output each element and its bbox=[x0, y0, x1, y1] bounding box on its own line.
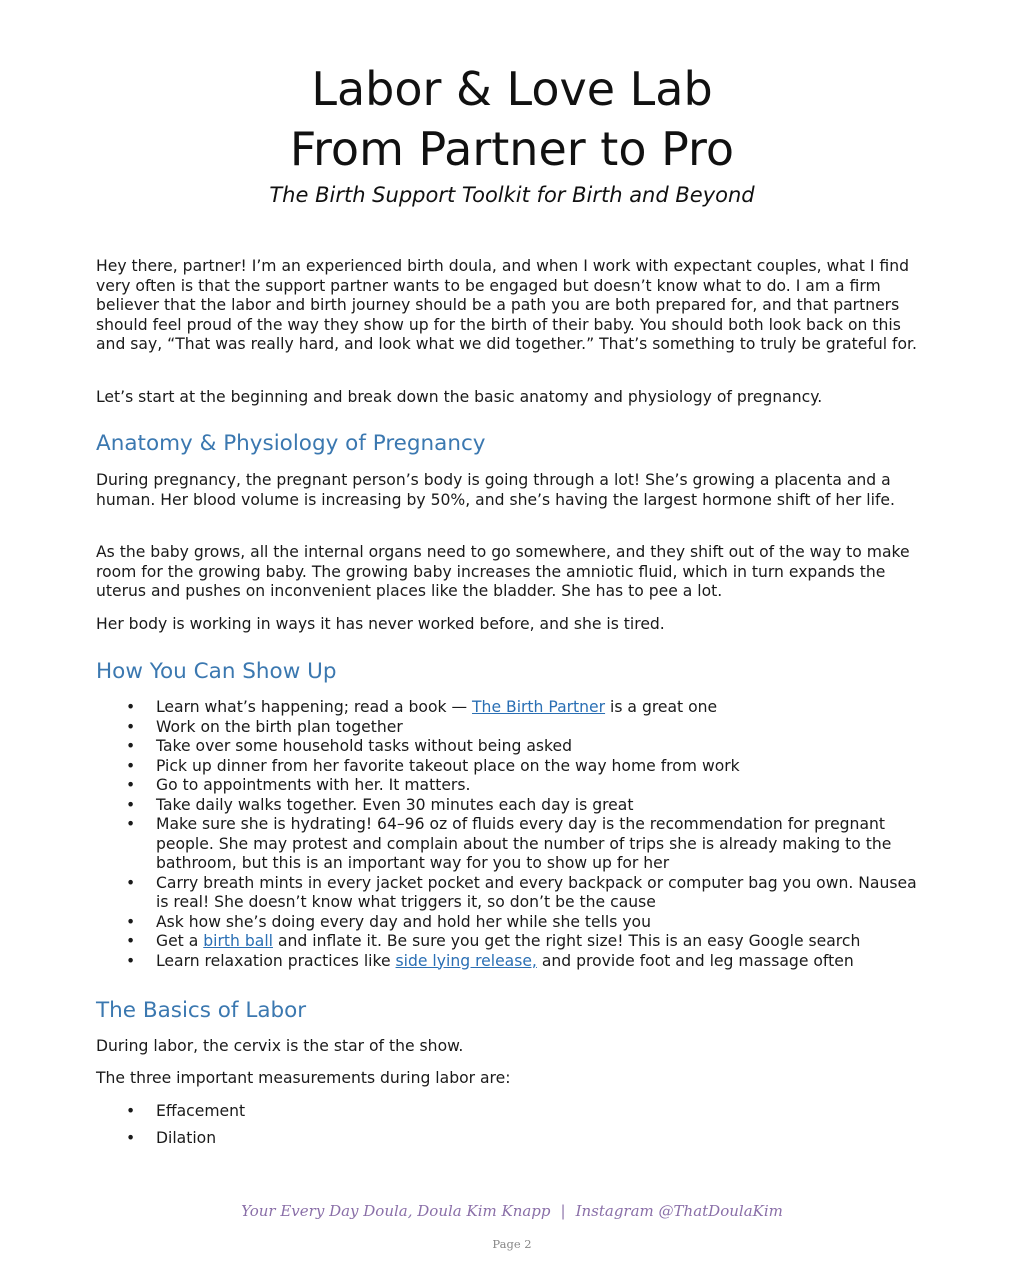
footer-instagram: Instagram @ThatDoulaKim bbox=[575, 1202, 783, 1220]
anatomy-paragraph-3: Her body is working in ways it has never worked before, and she is tired. bbox=[96, 615, 665, 633]
anatomy-paragraph-2: As the baby grows, all the internal organs need to go somewhere, and they shift out of the way to make room for the growing baby. The growing baby increases the amniotic fluid, which in turn expands the uterus and pushes on inconvenient places like the bladder. She has to pee a lot. bbox=[96, 543, 910, 600]
page-footer bbox=[0, 1200, 1024, 1222]
list-item: • Ask how she’s doing every day and hold her while she tells you bbox=[126, 912, 651, 931]
list-item: • Make sure she is hydrating! 64–96 oz of fluids every day is the recommendation for pregnant people. She may protest and complain about the number of trips she is already making to the bathroom, but this is an important way for you to show up for her bbox=[126, 815, 892, 872]
list-item: • Go to appointments with her. It matters. bbox=[126, 776, 471, 794]
list-item: • Dilation bbox=[126, 1128, 217, 1147]
measurements-list bbox=[96, 1102, 931, 1155]
list-item: • Learn relaxation practices like side lying release, and provide foot and leg massage often bbox=[126, 951, 854, 970]
bullet-icon: • bbox=[126, 912, 136, 931]
bullet-icon: • bbox=[126, 737, 136, 755]
list-item: • Learn what’s happening; read a book — The Birth Partner is a great one bbox=[126, 698, 718, 716]
bullet-icon: • bbox=[126, 873, 136, 892]
heading-show-up: How You Can Show Up bbox=[96, 659, 337, 684]
bullet-icon: • bbox=[126, 776, 136, 794]
intro-paragraph-1: Hey there, partner! I’m an experienced birth doula, and when I work with expectant couples, what I find very often is that the support partner wants to be engaged but doesn’t know what to do. I am a firm believer that the labor and birth journey should be a path you are both prepared for, and that partners should feel proud of the way they show up for the birth of their baby. You should both look back on this and say, “That was really hard, and look what we did together.” That’s something to truly be grateful for. bbox=[96, 257, 917, 353]
heading-anatomy: Anatomy & Physiology of Pregnancy bbox=[96, 431, 486, 456]
basics-paragraph-1: During labor, the cervix is the star of the show. bbox=[96, 1037, 464, 1055]
bullet-icon: • bbox=[126, 932, 136, 950]
anatomy-paragraph-1: During pregnancy, the pregnant person’s body is going through a lot! She’s growing a placenta and a human. Her blood volume is increasing by 50%, and she’s having the largest hormone shift of her life. bbox=[96, 471, 895, 509]
side-lying-release-link[interactable]: side lying release, bbox=[395, 951, 537, 970]
heading-basics: The Basics of Labor bbox=[96, 998, 307, 1023]
list-item: • Take over some household tasks without being asked bbox=[126, 737, 572, 755]
list-item: • Take daily walks together. Even 30 minutes each day is great bbox=[126, 795, 634, 814]
intro-paragraph-2: Let’s start at the beginning and break down the basic anatomy and physiology of pregnancy. bbox=[96, 388, 823, 406]
bullet-icon: • bbox=[126, 717, 136, 736]
bullet-icon: • bbox=[126, 815, 136, 833]
page-number: Page 2 bbox=[492, 1237, 532, 1251]
bullet-icon: • bbox=[126, 795, 136, 814]
basics-paragraph-2: The three important measurements during labor are: bbox=[96, 1069, 511, 1087]
list-item: • Carry breath mints in every jacket pocket and every backpack or computer bag you own. Nausea is real! She doesn’t know what triggers it, so don’t be the cause bbox=[126, 873, 917, 911]
bullet-icon: • bbox=[126, 1128, 136, 1147]
subtitle: The Birth Support Toolkit for Birth and Beyond bbox=[269, 183, 755, 207]
bullet-icon: • bbox=[126, 951, 136, 970]
show-up-list bbox=[96, 698, 931, 971]
bullet-icon: • bbox=[126, 756, 136, 775]
list-item: • Work on the birth plan together bbox=[126, 717, 403, 736]
list-item: • Pick up dinner from her favorite takeout place on the way home from work bbox=[126, 756, 740, 775]
footer-separator: | bbox=[560, 1202, 566, 1220]
list-item: • Get a birth ball and inflate it. Be sure you get the right size! This is an easy Google search bbox=[126, 932, 861, 950]
footer-author: Your Every Day Doula, Doula Kim Knapp bbox=[241, 1202, 551, 1220]
list-item: • Effacement bbox=[126, 1102, 246, 1120]
title-line-1: Labor & Love Lab bbox=[311, 62, 713, 116]
bullet-icon: • bbox=[126, 698, 136, 716]
title-line-2: From Partner to Pro bbox=[289, 122, 735, 176]
the-birth-partner-link[interactable]: The Birth Partner bbox=[472, 698, 606, 716]
birth-ball-link[interactable]: birth ball bbox=[203, 932, 273, 950]
bullet-icon: • bbox=[126, 1102, 136, 1120]
